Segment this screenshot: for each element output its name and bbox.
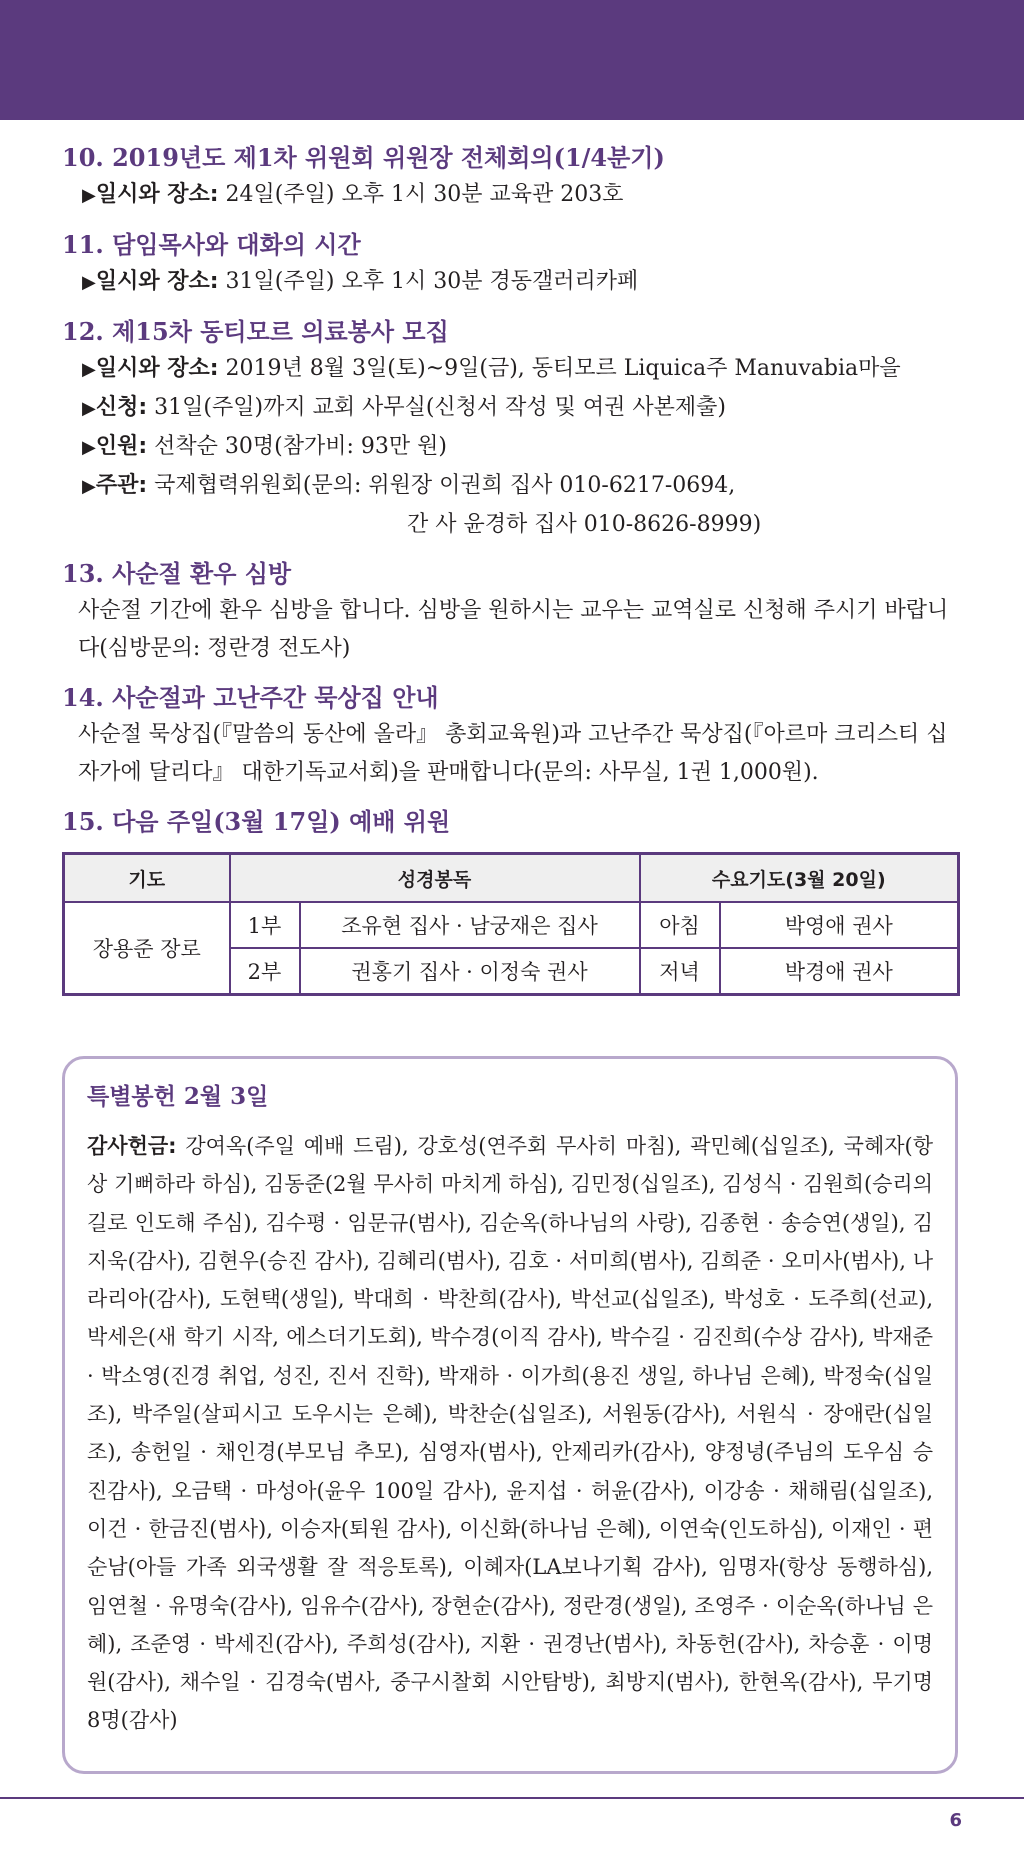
header-band bbox=[0, 0, 1024, 120]
detail-text: 국제협력위원회(문의: 위원장 이권희 집사 010-6217-0694, bbox=[147, 473, 736, 498]
detail-line bbox=[62, 263, 962, 302]
announcement-14 bbox=[62, 680, 962, 792]
header-prayer: 기도 bbox=[64, 854, 230, 903]
section-title: 11. 담임목사와 대화의 시간 bbox=[62, 230, 361, 259]
detail-label: 인원: bbox=[95, 434, 148, 459]
detail-line bbox=[62, 350, 962, 389]
detail-label: 일시와 장소: bbox=[95, 182, 219, 207]
triangle-bullet-icon: ▶ bbox=[82, 476, 96, 497]
announcement-11 bbox=[62, 227, 962, 302]
service-cell: 1부 bbox=[230, 902, 300, 948]
detail-line bbox=[62, 389, 962, 428]
triangle-bullet-icon: ▶ bbox=[82, 185, 96, 206]
detail-text: 2019년 8월 3일(토)~9일(금), 동티모르 Liquica주 Manuvabia마을 bbox=[218, 356, 901, 381]
detail-line bbox=[62, 467, 962, 506]
section-title: 14. 사순절과 고난주간 묵상집 안내 bbox=[62, 683, 439, 712]
offering-label: 감사헌금: bbox=[87, 1134, 177, 1158]
triangle-bullet-icon: ▶ bbox=[82, 437, 96, 458]
wed-prayer-cell: 박경애 권사 bbox=[720, 948, 959, 995]
wed-prayer-cell: 박영애 권사 bbox=[720, 902, 959, 948]
page-number: 6 bbox=[949, 1810, 962, 1831]
detail-label: 주관: bbox=[95, 473, 148, 498]
announcement-10 bbox=[62, 140, 962, 215]
detail-line bbox=[62, 176, 962, 215]
detail-text: 선착순 30명(참가비: 93만 원) bbox=[147, 434, 447, 459]
detail-line bbox=[62, 428, 962, 467]
section-body: 사순절 묵상집(『말씀의 동산에 올라』 총회교육원)과 고난주간 묵상집(『아르마 크리스티 십자가에 달리다』 대한기독교서회)을 판매합니다(문의: 사무실, 1권 1,000원). bbox=[78, 722, 948, 785]
section-title: 13. 사순절 환우 심방 bbox=[62, 559, 292, 588]
readers-cell: 조유현 집사 · 남궁재은 집사 bbox=[300, 902, 640, 948]
offering-title: 특별봉헌 2월 3일 bbox=[87, 1083, 269, 1110]
announcements bbox=[62, 140, 962, 1008]
worship-committee-table bbox=[62, 852, 960, 996]
service-cell: 2부 bbox=[230, 948, 300, 995]
detail-text: 31일(주일) 오후 1시 30분 경동갤러리카페 bbox=[218, 269, 639, 294]
triangle-bullet-icon: ▶ bbox=[82, 398, 96, 419]
time-cell: 아침 bbox=[640, 902, 720, 948]
section-title: 10. 2019년도 제1차 위원회 위원장 전체회의(1/4분기) bbox=[62, 143, 665, 172]
footer-divider bbox=[0, 1797, 1024, 1799]
detail-text: 31일(주일)까지 교회 사무실(신청서 작성 및 여권 사본제출) bbox=[147, 395, 726, 420]
section-body: 사순절 기간에 환우 심방을 합니다. 심방을 원하시는 교우는 교역실로 신청해 주시기 바랍니다(심방문의: 정란경 전도사) bbox=[78, 598, 949, 661]
detail-continuation: 간 사 윤경하 집사 010-8626-8999) bbox=[407, 512, 762, 537]
detail-text: 24일(주일) 오후 1시 30분 교육관 203호 bbox=[218, 182, 624, 207]
time-cell: 저녁 bbox=[640, 948, 720, 995]
announcement-15 bbox=[62, 804, 962, 996]
readers-cell: 권홍기 집사 · 이정숙 권사 bbox=[300, 948, 640, 995]
special-offering-box bbox=[62, 1056, 958, 1774]
triangle-bullet-icon: ▶ bbox=[82, 359, 96, 380]
header-wednesday-prayer: 수요기도(3월 20일) bbox=[640, 854, 959, 903]
section-title: 15. 다음 주일(3월 17일) 예배 위원 bbox=[62, 807, 451, 836]
header-reading: 성경봉독 bbox=[230, 854, 640, 903]
detail-label: 일시와 장소: bbox=[95, 269, 219, 294]
offering-list: 강여옥(주일 예배 드림), 강호성(연주회 무사히 마침), 곽민혜(십일조), 국혜자(항상 기뻐하라 하심), 김동준(2월 무사히 마치게 하심), 김민정(십일조), 김성식 · 김원희(승리의 길로 인도해 주심), 김수평 · 임문규(범사), 김순옥(하나님의 사랑), 김종현 · 송승연(생일), 김지욱(감사), 김현우(승진 감사), 김혜리(범사), 김호 · 서미희(범사), 김희준 · 오미사(범사), 나라리아(감사), 도현택(생일), 박대희 · 박찬희(감사), 박선교(십일조), 박성호 · 도주희(선교), 박세은(새 학기 시작, 에스더기도회), 박수경(이직 감사), 박수길 · 김진희(수상 감사), 박재준 · 박소영(진경 취업, 성진, 진서 진학), 박재하 · 이가희(용진 생일, 하나님 은혜), 박정숙(십일조), 박주일(살피시고 도우시는 은혜), 박찬순(십일조), 서원동(감사), 서원식 · 장애란(십일조), 송헌일 · 채인경(부모님 추모), 심영자(범사), 안제리카(감사), 양정녕(주님의 도우심 승진감사), 오금택 · 마성아(윤우 100일 감사), 윤지섭 · 허윤(감사), 이강송 · 채해림(십일조), 이건 · 한금진(범사), 이승자(퇴원 감사), 이신화(하나님 은혜), 이연숙(인도하심), 이재인 · 편순남(아들 가족 외국생활 잘 적응토록), 이혜자(LA보나기획 감사), 임명자(항상 동행하심), 임연철 · 유명숙(감사), 임유수(감사), 장현순(감사), 정란경(생일), 조영주 · 이순옥(하나님 은혜), 조준영 · 박세진(감사), 주희성(감사), 지환 · 권경난(범사), 차동헌(감사), 차승훈 · 이명원(감사), 채수일 · 김경숙(범사, 중구시찰회 시안탐방), 최방지(범사), 한현옥(감사), 무기명 8명(감사) bbox=[87, 1134, 933, 1733]
table-header-row bbox=[64, 854, 959, 903]
section-title: 12. 제15차 동티모르 의료봉사 모집 bbox=[62, 317, 449, 346]
announcement-13 bbox=[62, 556, 962, 668]
detail-label: 신청: bbox=[95, 395, 148, 420]
detail-label: 일시와 장소: bbox=[95, 356, 219, 381]
triangle-bullet-icon: ▶ bbox=[82, 272, 96, 293]
announcement-12 bbox=[62, 314, 962, 544]
table-row bbox=[64, 902, 959, 948]
prayer-name-cell: 장용준 장로 bbox=[64, 902, 230, 995]
offering-text bbox=[87, 1127, 933, 1740]
